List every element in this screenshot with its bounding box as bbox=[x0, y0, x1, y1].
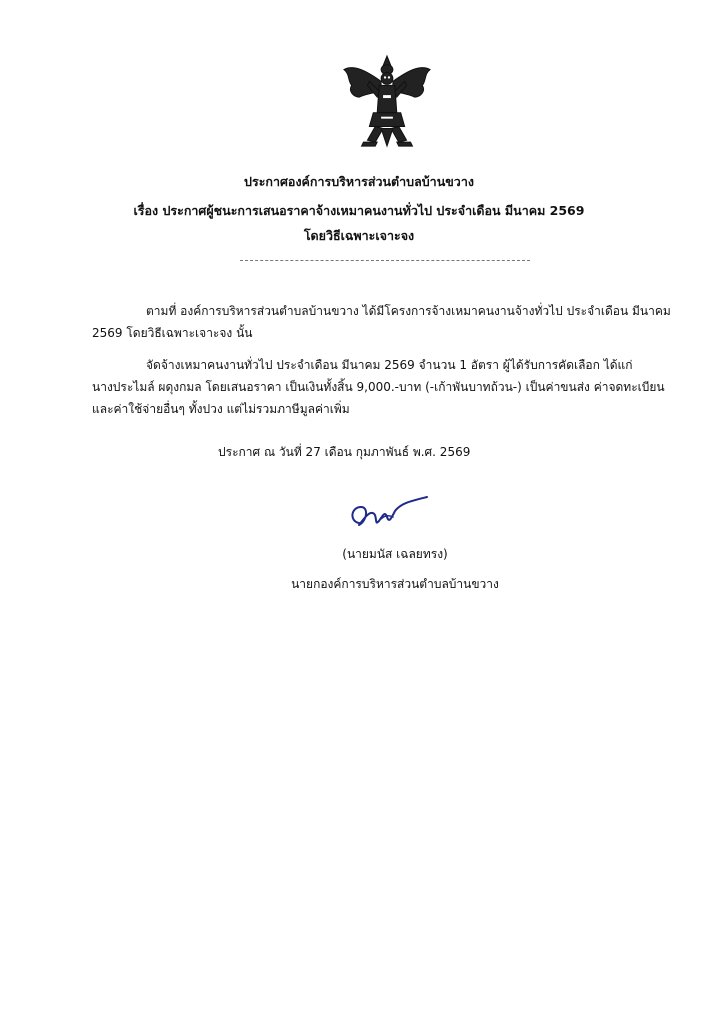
handwritten-signature-icon bbox=[345, 495, 430, 535]
paragraph-background bbox=[92, 300, 671, 344]
header-divider bbox=[240, 260, 530, 261]
paragraph-award bbox=[92, 354, 665, 420]
announcement-header: ประกาศองค์การบริหารส่วนตำบลบ้านขวาง bbox=[244, 174, 474, 189]
signer-name: (นายมนัส เฉลยทรง) bbox=[342, 547, 448, 561]
paragraph-line: ตามที่ องค์การบริหารส่วนตำบลบ้านขวาง ได้มีโครงการจ้างเหมาคนงานจ้างทั่วไป ประจำเดือน มีนาคม bbox=[146, 304, 671, 318]
paragraph-line: นางประไมล์ ผดุงกมล โดยเสนอราคา เป็นเงินทั้งสิ้น 9,000.-บาท (-เก้าพันบาทถ้วน-) เป็นค่าขนส่ง ค่าจดทะเบียน bbox=[92, 380, 665, 394]
paragraph-line: และค่าใช้จ่ายอื่นๆ ทั้งปวง แต่ไม่รวมภาษีมูลค่าเพิ่ม bbox=[92, 402, 350, 416]
garuda-emblem-icon bbox=[338, 52, 436, 150]
announcement-subject: เรื่อง ประกาศผู้ชนะการเสนอราคาจ้างเหมาคนงานทั่วไป ประจำเดือน มีนาคม 2569 bbox=[133, 203, 585, 218]
paragraph-line: จัดจ้างเหมาคนงานทั่วไป ประจำเดือน มีนาคม 2569 จำนวน 1 อัตรา ผู้ได้รับการคัดเลือก ได้แก่ bbox=[146, 358, 633, 372]
paragraph-line: 2569 โดยวิธีเฉพาะเจาะจง นั้น bbox=[92, 326, 253, 340]
procurement-method: โดยวิธีเฉพาะเจาะจง bbox=[303, 228, 415, 243]
signer-title: นายกองค์การบริหารส่วนตำบลบ้านขวาง bbox=[291, 577, 499, 591]
announcement-date: ประกาศ ณ วันที่ 27 เดือน กุมภาพันธ์ พ.ศ. 2569 bbox=[218, 445, 471, 459]
